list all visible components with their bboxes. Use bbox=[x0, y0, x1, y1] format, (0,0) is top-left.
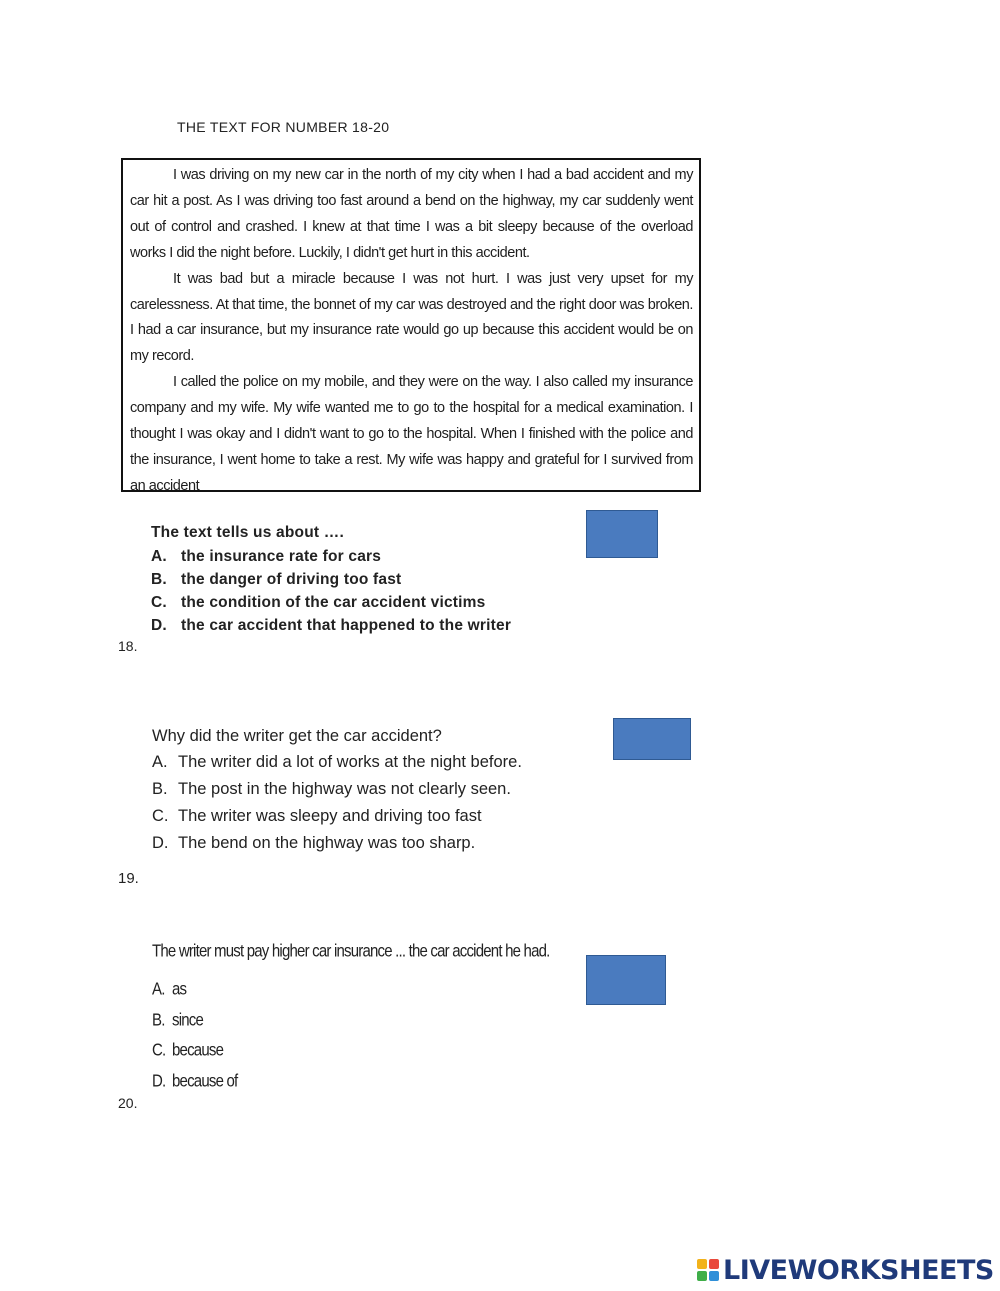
question-20-stem: The writer must pay higher car insurance ... the car accident he had. bbox=[152, 941, 550, 961]
question-19-option-d bbox=[152, 830, 522, 857]
question-20-option-c bbox=[152, 1036, 550, 1066]
passage-heading: THE TEXT FOR NUMBER 18-20 bbox=[177, 119, 390, 135]
question-18-option-b bbox=[151, 568, 511, 591]
answer-box-20[interactable] bbox=[586, 955, 666, 1005]
option-text: The writer was sleepy and driving too fast bbox=[178, 807, 482, 825]
question-19-option-c bbox=[152, 803, 522, 830]
liveworksheets-logo bbox=[697, 1253, 994, 1287]
option-text: as bbox=[172, 979, 187, 999]
option-letter: D. bbox=[151, 617, 167, 634]
option-letter: C. bbox=[151, 594, 167, 611]
answer-box-18[interactable] bbox=[586, 510, 658, 558]
option-text: because bbox=[172, 1040, 224, 1060]
question-19-option-a bbox=[152, 749, 522, 776]
option-text: The writer did a lot of works at the night before. bbox=[178, 753, 522, 771]
passage-paragraph-3: I called the police on my mobile, and they were on the way. I also called my insurance company and my wife. My wife wanted me to go to the hospital for a medical examination. I thought I was okay and I didn't want to go to the hospital. When I finished with the police and the insurance, I went home to take a rest. My wife was happy and grateful for I survived from an accident bbox=[130, 374, 693, 494]
answer-box-19[interactable] bbox=[613, 718, 691, 760]
option-text: The bend on the highway was too sharp. bbox=[178, 834, 476, 852]
question-20-option-a bbox=[152, 975, 550, 1005]
option-text: because of bbox=[172, 1070, 238, 1091]
option-text: since bbox=[172, 1009, 204, 1030]
question-18-option-a bbox=[151, 545, 511, 568]
option-letter: D. bbox=[152, 1070, 166, 1091]
option-letter: B. bbox=[151, 571, 167, 588]
question-number-19: 19. bbox=[118, 870, 139, 887]
option-letter: B. bbox=[152, 780, 168, 798]
question-19-option-b bbox=[152, 776, 522, 803]
question-number-20: 20. bbox=[118, 1095, 138, 1111]
option-text: the car accident that happened to the writer bbox=[181, 617, 512, 634]
option-text: the insurance rate for cars bbox=[181, 548, 382, 565]
option-letter: C. bbox=[152, 807, 169, 825]
option-text: The post in the highway was not clearly seen. bbox=[178, 780, 511, 798]
question-18-option-d bbox=[151, 614, 511, 637]
passage-paragraph-2: It was bad but a miracle because I was not hurt. I was just very upset for my carelessness. At that time, the bonnet of my car was destroyed and the right door was broken. I had a car insurance, but my insurance rate would go up because this accident would be on my record. bbox=[130, 270, 693, 365]
option-letter: C. bbox=[152, 1040, 166, 1060]
logo-text: LIVEWORKSHEETS bbox=[723, 1254, 994, 1286]
question-19 bbox=[152, 723, 522, 857]
passage-paragraph-1: I was driving on my new car in the north of my city when I had a bad accident and my car hit a post. As I was driving too fast around a bend on the highway, my car suddenly went out of control and crashed. I knew at that time I was a bit sleepy because of the overload works I did the night before. Luckily, I didn't get hurt in this accident. bbox=[130, 167, 693, 261]
question-19-stem: Why did the writer get the car accident? bbox=[152, 727, 442, 745]
option-text: the danger of driving too fast bbox=[181, 571, 402, 588]
option-letter: D. bbox=[152, 834, 169, 852]
question-20 bbox=[152, 938, 550, 1097]
logo-square bbox=[709, 1259, 719, 1269]
option-letter: A. bbox=[152, 979, 165, 999]
logo-square bbox=[697, 1259, 707, 1269]
logo-square bbox=[697, 1271, 707, 1281]
question-20-option-b bbox=[152, 1005, 550, 1035]
question-20-option-d bbox=[152, 1066, 550, 1096]
option-letter: A. bbox=[152, 753, 168, 771]
option-letter: A. bbox=[151, 548, 167, 565]
reading-passage bbox=[121, 158, 701, 492]
question-18-stem: The text tells us about …. bbox=[151, 524, 344, 541]
logo-square bbox=[709, 1271, 719, 1281]
logo-mark-icon bbox=[697, 1259, 719, 1281]
question-number-18: 18. bbox=[118, 638, 138, 654]
question-18 bbox=[151, 521, 511, 637]
option-text: the condition of the car accident victims bbox=[181, 594, 486, 611]
question-18-option-c bbox=[151, 591, 511, 614]
option-letter: B. bbox=[152, 1009, 165, 1030]
